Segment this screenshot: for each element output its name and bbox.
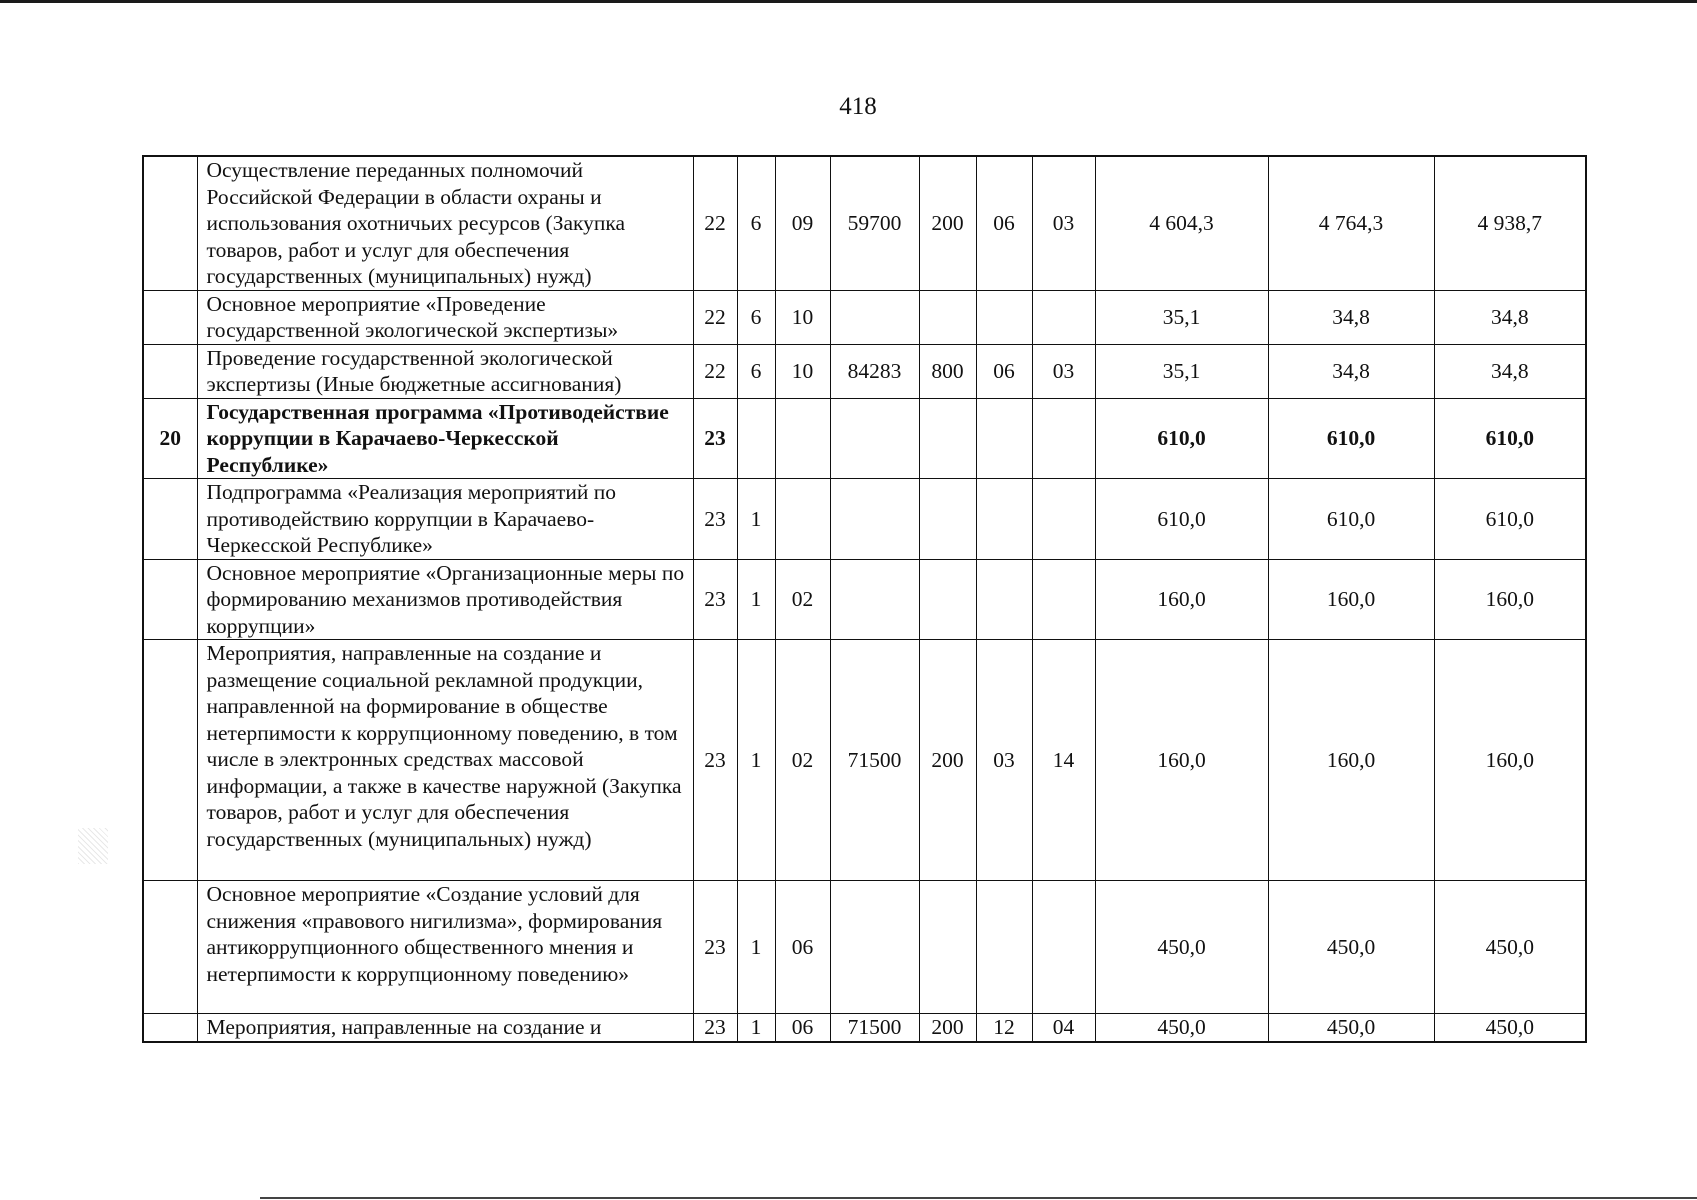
- code-activity: [775, 398, 830, 479]
- code-subsection: [1032, 290, 1095, 344]
- code-direction: [830, 559, 919, 640]
- code-subsection: [1032, 398, 1095, 479]
- table-row: [143, 290, 1586, 344]
- table-row: [143, 156, 1586, 290]
- code-activity: 02: [775, 559, 830, 640]
- code-subsection: [1032, 479, 1095, 560]
- table-row: [143, 344, 1586, 398]
- amount-year-2: 450,0: [1268, 881, 1434, 1014]
- code-subsection: 04: [1032, 1014, 1095, 1043]
- amount-year-1: 4 604,3: [1095, 156, 1268, 290]
- row-description: Основное мероприятие «Создание условий для снижения «правового нигилизма», формирования антикоррупционного общественного мнения и нетерпимости к коррупционному поведению»: [197, 881, 693, 1014]
- code-program: 23: [693, 398, 737, 479]
- code-subsection: [1032, 559, 1095, 640]
- code-direction: 59700: [830, 156, 919, 290]
- amount-year-3: 34,8: [1434, 290, 1586, 344]
- scan-artifact: [78, 828, 108, 864]
- code-section: [976, 559, 1032, 640]
- amount-year-3: 450,0: [1434, 1014, 1586, 1043]
- bottom-scan-border: [260, 1197, 1697, 1199]
- code-expense-type: 800: [919, 344, 976, 398]
- code-subsection: 03: [1032, 156, 1095, 290]
- table-row-program: [143, 398, 1586, 479]
- amount-year-1: 610,0: [1095, 398, 1268, 479]
- amount-year-1: 450,0: [1095, 1014, 1268, 1043]
- code-direction: [830, 290, 919, 344]
- amount-year-2: 160,0: [1268, 559, 1434, 640]
- row-number: [143, 156, 197, 290]
- amount-year-2: 160,0: [1268, 640, 1434, 881]
- code-program: 22: [693, 290, 737, 344]
- amount-year-2: 34,8: [1268, 344, 1434, 398]
- code-program: 22: [693, 156, 737, 290]
- amount-year-3: 4 938,7: [1434, 156, 1586, 290]
- code-section: 12: [976, 1014, 1032, 1043]
- code-subsection: 14: [1032, 640, 1095, 881]
- row-description: Проведение государственной экологической экспертизы (Иные бюджетные ассигнования): [197, 344, 693, 398]
- amount-year-3: 450,0: [1434, 881, 1586, 1014]
- page-number: 418: [839, 93, 877, 120]
- code-program: 23: [693, 1014, 737, 1043]
- code-direction: [830, 479, 919, 560]
- table-row: [143, 559, 1586, 640]
- row-number: [143, 640, 197, 881]
- amount-year-1: 35,1: [1095, 290, 1268, 344]
- row-description: Подпрограмма «Реализация мероприятий по противодействию коррупции в Карачаево-Черкесской Республике»: [197, 479, 693, 560]
- code-activity: 06: [775, 1014, 830, 1043]
- amount-year-2: 450,0: [1268, 1014, 1434, 1043]
- code-expense-type: [919, 290, 976, 344]
- code-subprogram: 6: [737, 344, 775, 398]
- amount-year-1: 450,0: [1095, 881, 1268, 1014]
- row-number: [143, 1014, 197, 1043]
- code-section: 06: [976, 156, 1032, 290]
- code-expense-type: 200: [919, 640, 976, 881]
- amount-year-2: 610,0: [1268, 479, 1434, 560]
- row-number: [143, 344, 197, 398]
- amount-year-2: 34,8: [1268, 290, 1434, 344]
- code-subprogram: 1: [737, 1014, 775, 1043]
- code-direction: [830, 398, 919, 479]
- code-expense-type: 200: [919, 1014, 976, 1043]
- code-section: [976, 290, 1032, 344]
- amount-year-2: 610,0: [1268, 398, 1434, 479]
- row-number: [143, 559, 197, 640]
- code-subprogram: 1: [737, 640, 775, 881]
- code-activity: 06: [775, 881, 830, 1014]
- row-description: Основное мероприятие «Организационные меры по формированию механизмов противодействия коррупции»: [197, 559, 693, 640]
- code-expense-type: [919, 479, 976, 560]
- code-program: 23: [693, 479, 737, 560]
- top-scan-border: [0, 0, 1697, 3]
- code-subprogram: 6: [737, 156, 775, 290]
- code-section: [976, 881, 1032, 1014]
- code-program: 22: [693, 344, 737, 398]
- code-subprogram: 6: [737, 290, 775, 344]
- amount-year-2: 4 764,3: [1268, 156, 1434, 290]
- row-description: Государственная программа «Противодействие коррупции в Карачаево-Черкесской Республике»: [197, 398, 693, 479]
- row-number: [143, 290, 197, 344]
- code-subsection: 03: [1032, 344, 1095, 398]
- table-row: [143, 640, 1586, 881]
- row-number: [143, 881, 197, 1014]
- code-program: 23: [693, 881, 737, 1014]
- row-description: Осуществление переданных полномочий Российской Федерации в области охраны и использования охотничьих ресурсов (Закупка товаров, работ и услуг для обеспечения государственных (муниципальных) нужд): [197, 156, 693, 290]
- code-direction: 71500: [830, 1014, 919, 1043]
- amount-year-1: 160,0: [1095, 559, 1268, 640]
- code-section: [976, 479, 1032, 560]
- code-section: 06: [976, 344, 1032, 398]
- code-subprogram: 1: [737, 559, 775, 640]
- amount-year-3: 160,0: [1434, 640, 1586, 881]
- code-expense-type: [919, 559, 976, 640]
- row-number: [143, 479, 197, 560]
- code-activity: 10: [775, 344, 830, 398]
- row-description: Основное мероприятие «Проведение государственной экологической экспертизы»: [197, 290, 693, 344]
- amount-year-3: 610,0: [1434, 479, 1586, 560]
- code-section: 03: [976, 640, 1032, 881]
- code-program: 23: [693, 559, 737, 640]
- row-description: Мероприятия, направленные на создание и размещение социальной рекламной продукции, направленной на формирование в обществе нетерпимости к коррупционному поведению, в том числе в электронных средствах массовой информации, а также в качестве наружной (Закупка товаров, работ и услуг для обеспечения государственных (муниципальных) нужд): [197, 640, 693, 881]
- amount-year-3: 160,0: [1434, 559, 1586, 640]
- code-subprogram: 1: [737, 479, 775, 560]
- table-row: [143, 1014, 1586, 1043]
- code-expense-type: [919, 398, 976, 479]
- code-direction: [830, 881, 919, 1014]
- row-number: 20: [143, 398, 197, 479]
- code-expense-type: 200: [919, 156, 976, 290]
- amount-year-1: 35,1: [1095, 344, 1268, 398]
- table-row: [143, 479, 1586, 560]
- budget-table: [142, 155, 1587, 1043]
- amount-year-3: 610,0: [1434, 398, 1586, 479]
- code-direction: 84283: [830, 344, 919, 398]
- code-activity: [775, 479, 830, 560]
- code-direction: 71500: [830, 640, 919, 881]
- code-section: [976, 398, 1032, 479]
- code-activity: 02: [775, 640, 830, 881]
- table-row: [143, 881, 1586, 1014]
- code-activity: 10: [775, 290, 830, 344]
- row-description: Мероприятия, направленные на создание и: [197, 1014, 693, 1043]
- amount-year-1: 610,0: [1095, 479, 1268, 560]
- code-subprogram: 1: [737, 881, 775, 1014]
- amount-year-1: 160,0: [1095, 640, 1268, 881]
- code-expense-type: [919, 881, 976, 1014]
- code-activity: 09: [775, 156, 830, 290]
- code-subprogram: [737, 398, 775, 479]
- amount-year-3: 34,8: [1434, 344, 1586, 398]
- code-subsection: [1032, 881, 1095, 1014]
- code-program: 23: [693, 640, 737, 881]
